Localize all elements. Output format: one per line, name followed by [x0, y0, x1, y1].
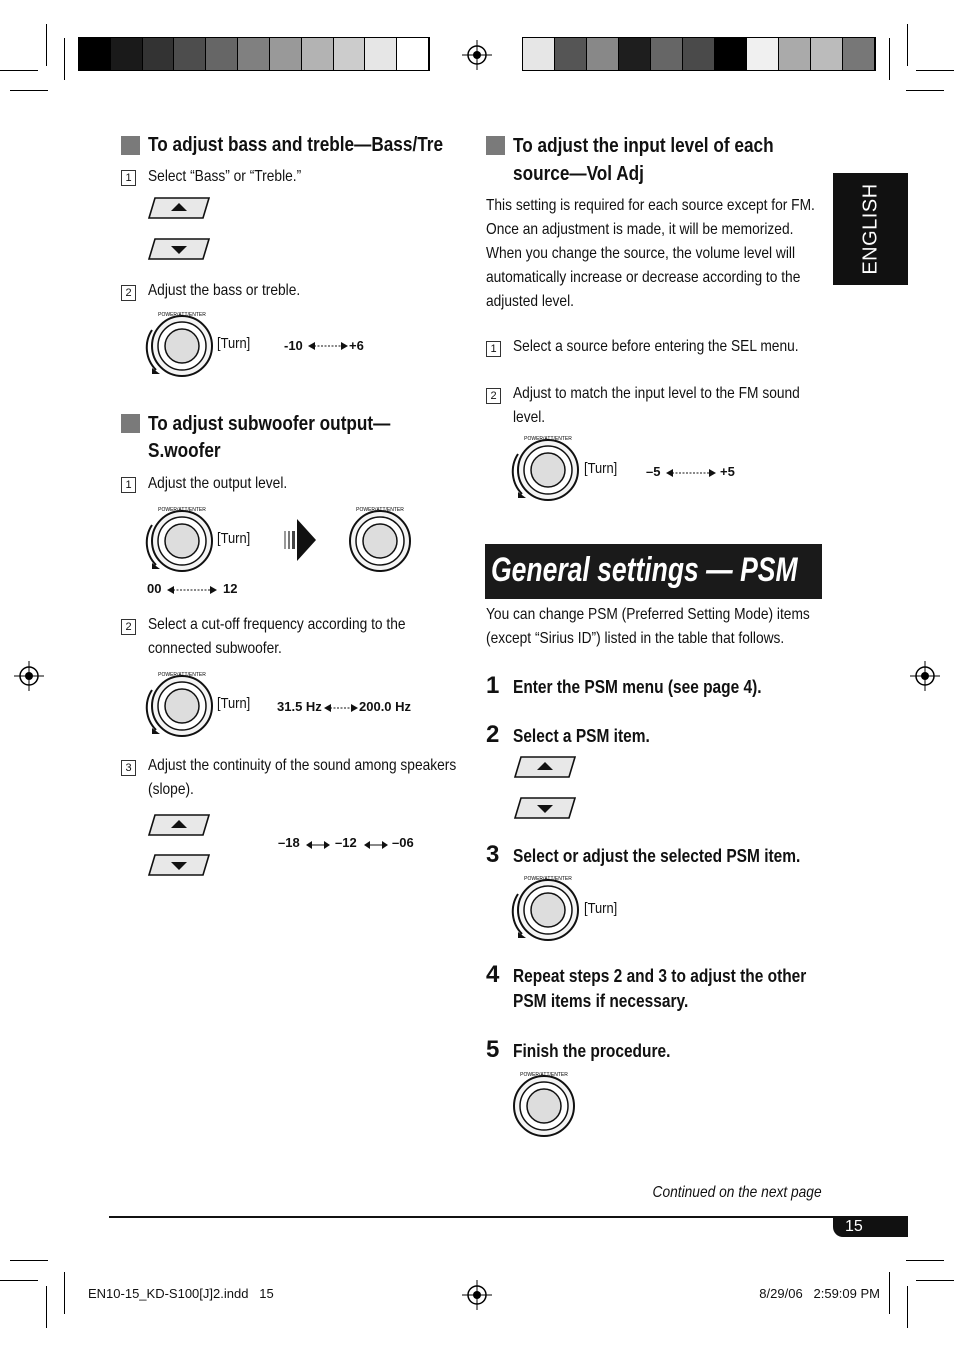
- color-swatch: [779, 38, 811, 70]
- step-number: 1: [486, 341, 501, 357]
- section-bullet: [486, 136, 505, 155]
- psm-banner: [485, 544, 822, 599]
- step-text: Adjust the continuity of the sound among speakers: [148, 757, 457, 774]
- section-title-bass: To adjust bass and treble—Bass/Tre: [148, 134, 444, 156]
- color-swatch: [619, 38, 651, 70]
- step-text: Adjust to match the input level to the FM sound: [513, 385, 800, 402]
- crop-mark: [0, 70, 38, 71]
- range-to: +5: [720, 464, 735, 479]
- footer-file-info: EN10-15_KD-S100[J]2.indd 15: [88, 1286, 274, 1301]
- color-swatch: [302, 38, 334, 70]
- color-swatch: [174, 38, 206, 70]
- color-swatch: [811, 38, 843, 70]
- color-swatch: [747, 38, 779, 70]
- double-arrow-icon: [666, 465, 716, 483]
- step-number: 4: [486, 961, 500, 988]
- up-button-icon: [147, 813, 211, 837]
- step-text: Repeat steps 2 and 3 to adjust the other: [513, 966, 807, 986]
- control-dial-icon: [508, 434, 582, 502]
- control-dial-icon: [142, 670, 216, 738]
- step-text: Adjust the bass or treble.: [148, 282, 301, 299]
- step-number: 3: [486, 841, 500, 868]
- crop-mark: [906, 1260, 944, 1261]
- color-swatch: [206, 38, 238, 70]
- range-from: -10: [284, 338, 303, 353]
- range-to: +6: [349, 338, 364, 353]
- step-text: Enter the PSM menu (see page 4).: [513, 677, 762, 697]
- svg-text:POWER/ATT/ENTER: POWER/ATT/ENTER: [158, 507, 206, 513]
- color-swatch: [843, 38, 875, 70]
- color-swatch: [334, 38, 366, 70]
- paragraph-line: When you change the source, the volume level will: [486, 245, 796, 262]
- crop-mark: [64, 1272, 65, 1314]
- step-text: Select a source before entering the SEL menu.: [513, 338, 799, 355]
- step-text: (slope).: [148, 781, 194, 798]
- turn-label: [Turn]: [217, 695, 251, 712]
- range-from: 00: [147, 581, 162, 596]
- registration-mark-icon: [462, 40, 492, 75]
- registration-mark-icon: [462, 1280, 492, 1315]
- continued-text: Continued on the next page: [652, 1184, 822, 1201]
- step-text: level.: [513, 409, 546, 426]
- crop-mark: [907, 24, 908, 66]
- step-number: 3: [121, 760, 136, 776]
- arrow-right-icon: [282, 515, 318, 570]
- crop-mark: [889, 38, 890, 80]
- crop-mark: [916, 70, 954, 71]
- color-swatch: [651, 38, 683, 70]
- slope-value: –12: [335, 835, 357, 850]
- step-text: Adjust the output level.: [148, 475, 288, 492]
- color-swatch: [270, 38, 302, 70]
- paragraph-line: adjusted level.: [486, 293, 574, 310]
- svg-text:POWER/ATT/ENTER: POWER/ATT/ENTER: [158, 312, 206, 318]
- step-text: Finish the procedure.: [513, 1041, 671, 1061]
- svg-text:POWER/ATT/ENTER: POWER/ATT/ENTER: [356, 507, 404, 513]
- page-number: 15: [845, 1218, 863, 1235]
- color-bar-right: [522, 37, 876, 71]
- crop-mark: [10, 1260, 48, 1261]
- up-button-icon: [513, 755, 577, 779]
- language-tab-label: ENGLISH: [859, 183, 881, 275]
- crop-mark: [46, 1286, 47, 1328]
- control-dial-icon: [342, 505, 416, 573]
- crop-mark: [46, 24, 47, 66]
- crop-mark: [10, 90, 48, 91]
- step-number: 1: [121, 170, 136, 186]
- turn-label: [Turn]: [584, 460, 618, 477]
- color-swatch: [143, 38, 175, 70]
- range-to: 12: [223, 581, 238, 596]
- color-swatch: [111, 38, 143, 70]
- step-number: 2: [486, 388, 501, 404]
- turn-label: [Turn]: [584, 900, 618, 917]
- control-dial-icon: [508, 1068, 582, 1140]
- double-arrow-icon: [308, 338, 348, 356]
- section-title-subwoofer-2: S.woofer: [148, 440, 221, 462]
- continued-note: [600, 1184, 822, 1202]
- turn-label: [Turn]: [217, 530, 251, 547]
- step-text: connected subwoofer.: [148, 640, 282, 657]
- section-title-subwoofer: To adjust subwoofer output—: [148, 413, 391, 435]
- crop-mark: [0, 1280, 38, 1281]
- step-number: 2: [121, 285, 136, 301]
- control-dial-icon: [142, 310, 216, 378]
- step-text: Select a PSM item.: [513, 726, 650, 746]
- crop-mark: [916, 1280, 954, 1281]
- step-number: 2: [121, 619, 136, 635]
- step-text: Select a cut-off frequency according to the: [148, 616, 406, 633]
- step-text: Select or adjust the selected PSM item.: [513, 846, 801, 866]
- paragraph-line: Once an adjustment is made, it will be memorized.: [486, 221, 794, 238]
- section-bullet: [121, 136, 140, 155]
- down-button-icon: [147, 853, 211, 877]
- up-button-icon: [147, 196, 211, 220]
- color-swatch: [715, 38, 747, 70]
- slope-value: –06: [392, 835, 414, 850]
- paragraph-line: This setting is required for each source except for FM.: [486, 197, 815, 214]
- paragraph-line: automatically increase or decrease according to the: [486, 269, 801, 286]
- crop-mark: [889, 1272, 890, 1314]
- color-swatch: [397, 38, 429, 70]
- footer-timestamp: 8/29/06 2:59:09 PM: [759, 1286, 880, 1301]
- svg-text:POWER/ATT/ENTER: POWER/ATT/ENTER: [158, 672, 206, 678]
- color-swatch: [365, 38, 397, 70]
- range-from: –5: [646, 464, 661, 479]
- step-text: PSM items if necessary.: [513, 991, 689, 1011]
- slope-value: –18: [278, 835, 300, 850]
- section-bullet: [121, 414, 140, 433]
- double-arrow-icon: [167, 582, 217, 600]
- crop-mark: [906, 90, 944, 91]
- color-swatch: [555, 38, 587, 70]
- turn-label: [Turn]: [217, 335, 251, 352]
- color-swatch: [523, 38, 555, 70]
- control-dial-icon: [508, 874, 582, 942]
- psm-banner-title: General settings — PSM: [491, 551, 798, 589]
- vol-paragraph: [486, 194, 868, 314]
- color-swatch: [79, 38, 111, 70]
- control-dial-icon: [142, 505, 216, 573]
- crop-mark: [907, 1286, 908, 1328]
- freq-to: 200.0 Hz: [359, 699, 412, 714]
- color-swatch: [587, 38, 619, 70]
- color-bar-left: [78, 37, 430, 71]
- svg-text:POWER/ATT/ENTER: POWER/ATT/ENTER: [524, 436, 572, 442]
- double-arrow-icon: [364, 837, 388, 855]
- double-arrow-icon: [324, 700, 358, 718]
- registration-mark-icon: [14, 661, 44, 696]
- crop-mark: [64, 38, 65, 80]
- color-swatch: [683, 38, 715, 70]
- color-swatch: [238, 38, 270, 70]
- registration-mark-icon: [910, 661, 940, 696]
- psm-intro: You can change PSM (Preferred Setting Mode) items: [486, 606, 810, 623]
- svg-text:POWER/ATT/ENTER: POWER/ATT/ENTER: [520, 1072, 568, 1078]
- footer-rule: [109, 1216, 908, 1218]
- step-number: 2: [486, 721, 500, 748]
- step-number: 1: [486, 672, 500, 699]
- section-title-vol-2: source—Vol Adj: [513, 163, 644, 185]
- down-button-icon: [147, 237, 211, 261]
- freq-from: 31.5 Hz: [277, 699, 322, 714]
- down-button-icon: [513, 796, 577, 820]
- double-arrow-icon: [306, 837, 330, 855]
- step-number: 5: [486, 1036, 500, 1063]
- step-number: 1: [121, 477, 136, 493]
- svg-text:POWER/ATT/ENTER: POWER/ATT/ENTER: [524, 876, 572, 882]
- psm-intro: (except “Sirius ID”) listed in the table that follows.: [486, 630, 785, 647]
- step-text: Select “Bass” or “Treble.”: [148, 168, 302, 185]
- page-number-tab: [833, 1217, 908, 1237]
- section-title-vol: To adjust the input level of each: [513, 135, 774, 157]
